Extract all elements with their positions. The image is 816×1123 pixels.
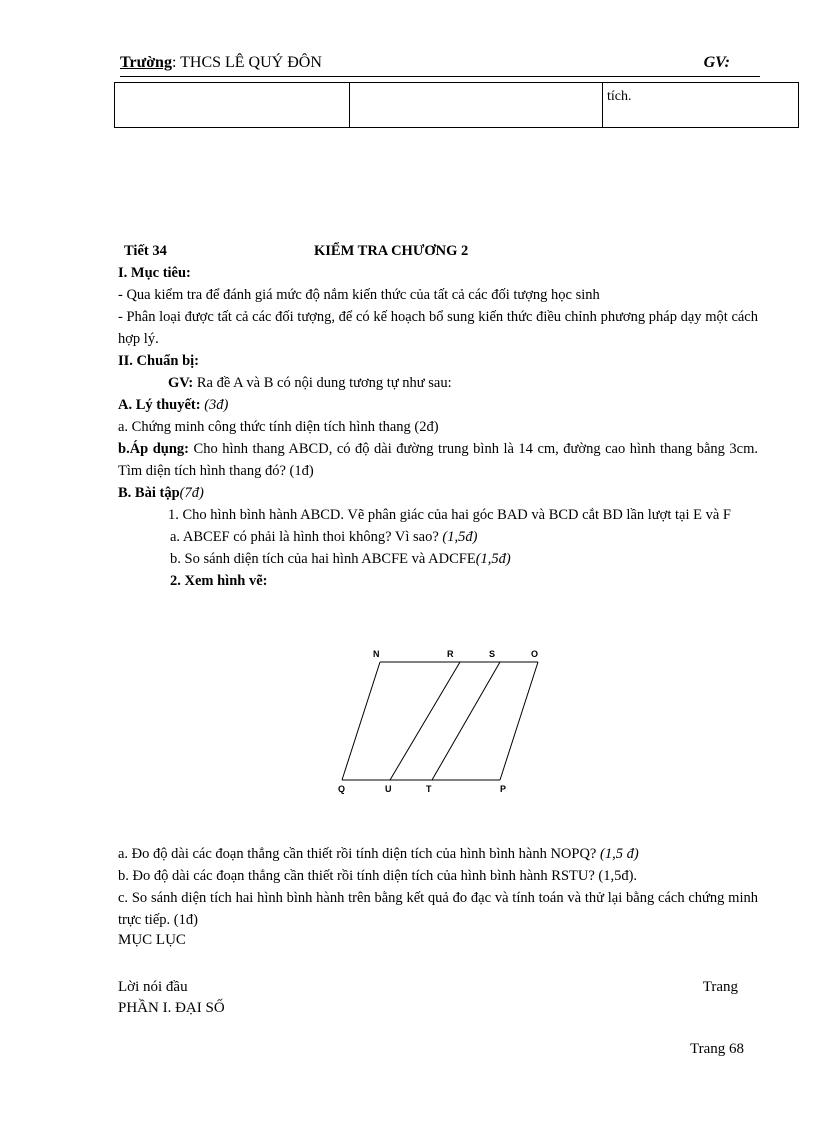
page-header: [120, 54, 760, 77]
objective-item: - Phân loại được tất cả các đối tượng, để có kế hoạch bổ sung kiến thức điều chỉnh phương pháp dạy một cách hợp lý.: [118, 309, 758, 347]
question-c: c. So sánh diện tích hai hình bình hành trên bằng kết quả đo đạc và tính toán và thử lại bằng cách chứng minh trực tiếp. (1đ): [118, 890, 758, 928]
toc-part-1: PHẦN I. ĐẠI SỐ: [118, 1000, 225, 1016]
exercise-1: 1. Cho hình bình hành ABCD. Vẽ phân giác của hai góc BAD và BCD cắt BD lần lượt tại E và F: [168, 507, 731, 523]
label-q: Q: [338, 784, 346, 794]
lesson-title-row: [118, 240, 758, 262]
label-s: S: [489, 649, 496, 659]
figure-questions: [118, 843, 758, 931]
question-b: b. Đo độ dài các đoạn thẳng cần thiết rồi tính diện tích của hình bình hành RSTU? (1,5đ).: [118, 868, 638, 884]
school-name: Trường: THCS LÊ QUÝ ĐÔN: [120, 54, 322, 71]
lesson-body: [118, 240, 758, 592]
page-number: Trang 68: [689, 1041, 744, 1057]
label-t: T: [426, 784, 432, 794]
period-number: Tiết 34: [124, 243, 167, 259]
objective-item: - Qua kiểm tra để đánh giá mức độ nắm kiến thức của tất cả các đối tượng học sinh: [118, 287, 600, 303]
previous-page-table: [114, 82, 799, 128]
segment-st: [432, 662, 500, 780]
parallelogram-figure: [330, 640, 550, 800]
table-cell: [115, 83, 350, 128]
toc-title: MỤC LỤC: [118, 932, 186, 948]
toc-preface: Lời nói đầu: [118, 979, 188, 995]
lesson-title: KIỂM TRA CHƯƠNG 2: [314, 243, 469, 259]
label-p: P: [500, 784, 507, 794]
segment-ru: [390, 662, 460, 780]
teacher-label: GV:: [703, 54, 730, 71]
exercise-1a: a. ABCEF có phải là hình thoi không? Vì sao? (1,5đ): [170, 529, 478, 545]
exercise-1b: b. So sánh diện tích của hai hình ABCFE và ADCFE(1,5đ): [170, 551, 511, 567]
table-cell: tích.: [603, 83, 799, 128]
table-cell: [350, 83, 603, 128]
preparation-heading: II. Chuẩn bị:: [118, 353, 199, 369]
segment-op: [500, 662, 538, 780]
label-r: R: [447, 649, 454, 659]
label-n: N: [373, 649, 380, 659]
objectives-heading: I. Mục tiêu:: [118, 265, 191, 281]
preparation-text: GV: Ra đề A và B có nội dung tương tự như sau:: [168, 375, 452, 391]
theory-apply: b.Áp dụng: Cho hình thang ABCD, có độ dài đường trung bình là 14 cm, đường cao hình thang bằng 3cm. Tìm diện tích hình thang đó? (1đ): [118, 441, 759, 479]
question-a: a. Đo độ dài các đoạn thẳng cần thiết rồi tính diện tích của hình bình hành NOPQ? (1,5 đ): [118, 846, 639, 862]
parallelogram-diagram: [330, 640, 550, 800]
table-of-contents: [118, 977, 738, 1019]
label-u: U: [385, 784, 392, 794]
label-o: O: [531, 649, 539, 659]
theory-item-a: a. Chứng minh công thức tính diện tích hình thang (2đ): [118, 419, 439, 435]
segment-nq: [342, 662, 380, 780]
theory-heading: A. Lý thuyết: (3đ): [118, 397, 229, 413]
exercises-heading: B. Bài tập(7đ): [118, 485, 204, 501]
exercise-2-heading: 2. Xem hình vẽ:: [170, 573, 268, 589]
toc-page-column: Trang: [702, 979, 738, 995]
